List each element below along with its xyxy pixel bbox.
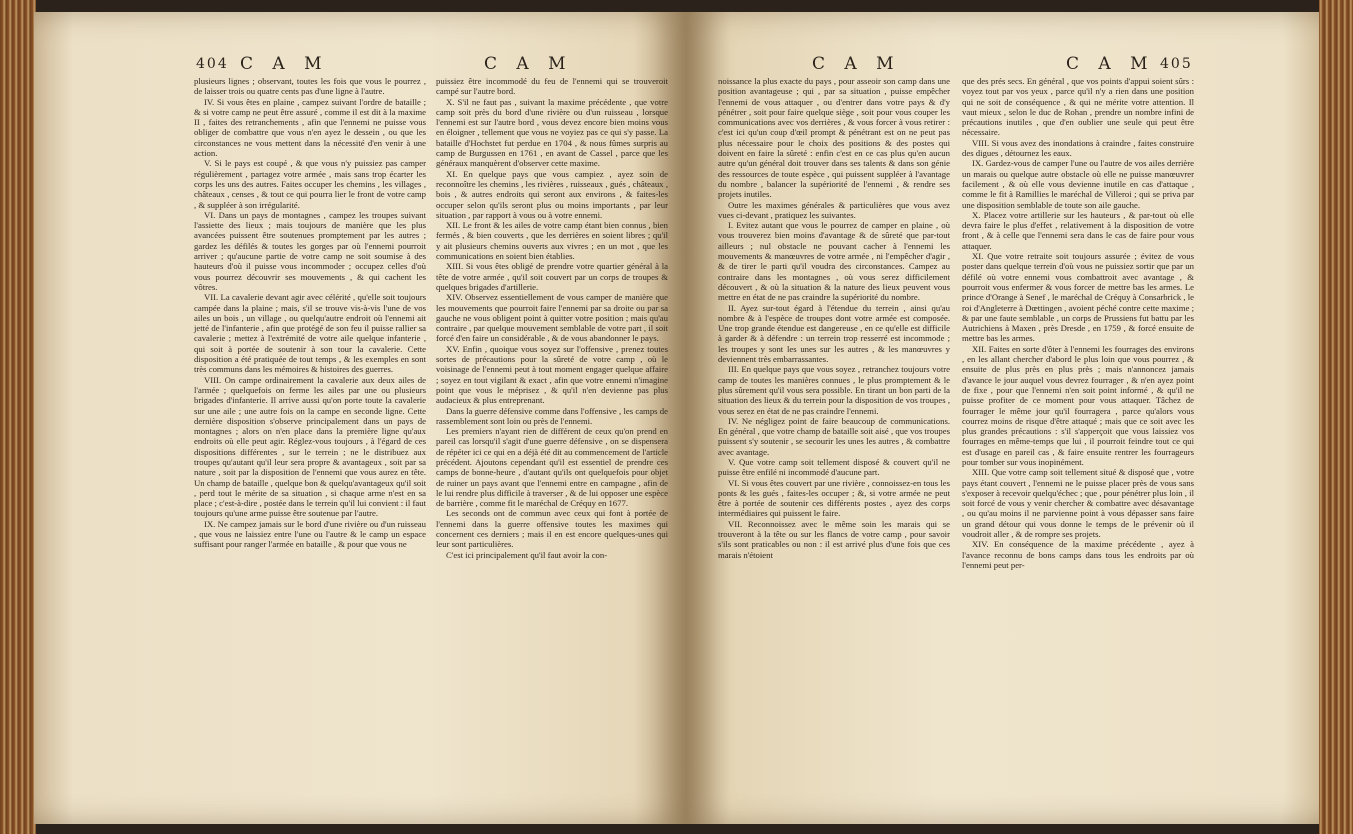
right-page-column-2 [962, 76, 1194, 570]
paragraph: XI. En quelque pays que vous campiez , ayez soin de reconnoître les chemins , les rivières , ruisseaux , gués , châteaux , bois , & autres endroits qui seront aux environs , & faites-les occuper selon qu'ils seront plus ou moins importants , par leur situation , par rapport à vous ou à votre ennemi. [436, 168, 668, 220]
paragraph: X. Placez votre artillerie sur les hauteurs , & par-tout où elle devra faire le plus d'effet , relativement à la disposition de votre front , & à celle que l'ennemi sera dans le cas de faire pour vous attaquer. [962, 209, 1194, 251]
paragraph: C'est ici principalement qu'il faut avoir la con- [446, 549, 608, 560]
left-page [34, 12, 686, 824]
paragraph: IV. Ne négligez point de faire beaucoup de communications. En général , que votre champ de bataille soit aisé , que vos troupes puissent s'y soutenir , se secourir les unes les autres , & combattre avec avantage. [718, 415, 950, 457]
paragraph: XIV. En conséquence de la maxime précédente , ayez à l'avance reconnu de bons camps dans tous les endroits par où l'ennemi peut per- [962, 539, 1194, 570]
paragraph: II. Ayez sur-tout égard à l'étendue du terrein , ainsi qu'au nombre & à l'espèce de troupes dont votre armée est composée. Une trop grande étendue est dangereuse , en ce qu'elle est difficile à garder & à défendre : un terrein trop resserré est incommode ; les troupes y sont les unes sur les autres , & les manœuvres y deviennent très embarrassantes. [718, 302, 950, 365]
paragraph: VII. Reconnoissez avec le même soin les marais qui se trouveront à la tête ou sur les flancs de votre camp , pour savoir s'ils sont praticables ou non : il est arrivé plus d'une fois que ces marais n'étoient [718, 518, 950, 560]
running-head-right-center: C A M [812, 54, 901, 74]
paragraph: X. S'il ne faut pas , suivant la maxime précédente , que votre camp soit près du bord d'une rivière ou d'un ruisseau , lorsque l'ennemi est sur l'autre bord , vous devez encore bien moins vous en éloigner , tellement que vous ne voyiez pas ce qui s'y passe. La bataille d'Hochstet fut perdue en 1704 , & nous fûmes surpris au camp de Burgussen en 1761 , en avant de Cassel , parce que les généraux manquèrent d'observer cette maxime. [436, 96, 668, 169]
paragraph: VI. Dans un pays de montagnes , campez les troupes suivant l'assiette des lieux ; mais toujours de manière que les plus avancées puissent être soutenues promptement par les autres ; gardez les défilés & toutes les gorges par où l'ennemi pourroit arriver ; qu'aucune partie de votre camp ne soit soumise à des hauteurs d'où il puisse vous incommoder ; occupez celles d'où vous pourrez découvrir ses mouvements , & qui cachent les vôtres. [194, 209, 426, 292]
paragraph: IV. Si vous êtes en plaine , campez suivant l'ordre de bataille ; & si votre camp ne peut être assuré , comme il est dit à la maxime II , faites des retranchements , afin que l'ennemi ne puisse vous obliger de combattre que vous n'en ayez le dessein , ou que les circonstances ne vous mettent dans la nécessité d'en venir à une action. [194, 96, 426, 159]
paragraph: IX. Ne campez jamais sur le bord d'une rivière ou d'un ruisseau , que vous ne laissiez entre l'une ou l'autre & le camp un espace suffisant pour ranger l'armée en bataille , & pour que vous ne [194, 518, 426, 550]
paragraph: XII. Le front & les ailes de votre camp étant bien connus , bien fermés , & bien couverts , que les derrières en soient libres ; qu'il y ait plusieurs chemins ouverts aux vivres ; en un mot , que les communications en soient bien établies. [436, 220, 668, 262]
paragraph: XI. Que votre retraite soit toujours assurée ; évitez de vous poster dans quelque terrein d'où vous ne puissiez sortir que par un défilé où votre ennemi vous combattroit avec avantage , & pourroit vous enfermer & vous forcer de mettre bas les armes. Le prince d'Orange à Senef , le maréchal de Créquy à Consarbrick , le roi d'Angleterre à Dœttingen , avoient péché contre cette maxime ; & par une faute semblable , un corps de Prussiens fut battu par les Autrichiens à Maxen , près Dresde , en 1759 , & forcé ensuite de mettre bas les armes. [962, 251, 1194, 344]
page-number-left: 404 [196, 56, 229, 72]
running-head-left-center: C A M [484, 54, 573, 74]
paragraph: VIII. Si vous avez des inondations à craindre , faites construire des digues , détournez les eaux. [962, 137, 1194, 159]
paragraph: puissiez être incommodé du feu de l'ennemi qui se trouveroit campé sur l'autre bord. [436, 76, 668, 97]
paragraph: V. Que votre camp soit tellement disposé & couvert qu'il ne puisse être enfilé ni incommodé d'aucune part. [718, 456, 950, 478]
left-page-column-1 [194, 76, 426, 550]
paragraph: IX. Gardez-vous de camper l'une ou l'autre de vos ailes derrière un marais ou quelque autre obstacle où elle ne puisse manœuvrer facilement , & où elle vous devienne inutile en cas d'attaque , comme le fit à Ramillies le maréchal de Villeroi ; qui se priva par une disposition semblable de toute son aile gauche. [962, 158, 1194, 210]
paragraph: Les premiers n'ayant rien de différent de ceux qu'on prend en pareil cas lorsqu'il s'agit d'une guerre défensive , on se dispensera de répéter ici ce qui en a déjà été dit au commencement de l'article précédent. Ajoutons cependant qu'il est essentiel de prendre ces camps de bonne-heure , d'autant qu'ils ont quelquefois pour objet de ruiner un pays avant que l'ennemi entre en campagne , afin de le lui rendre plus difficile à traverser , & de lui opposer une espèce de barrière , comme fit le maréchal de Créquy en 1677. [436, 426, 668, 509]
book-edge-left [0, 0, 36, 834]
paragraph: I. Evitez autant que vous le pourrez de camper en plaine , où vous trouverez bien moins d'avantage & de sûreté que par-tout ailleurs ; nul obstacle ne pouvant cacher à l'ennemi les mouvements & manœuvres de votre armée , ni l'empêcher d'agir , & de tirer le parti qu'il voudra des circonstances. Campez au contraire dans les montagnes , où vous serez difficilement découvert , & où la situation & la nature des lieux peuvent vous mettre en état de ne pas craindre la supériorité du nombre. [718, 220, 950, 303]
paragraph: noissance la plus exacte du pays , pour asseoir son camp dans une position avantageuse ; qui , par sa situation , puisse empêcher l'ennemi de vous attaquer , ou d'entrer dans votre pays & d'y pénétrer , soit pour faire quelque siège , soit pour vous couper les communications avec vos derrières , & vous forcer à vous retirer : c'est ici qu'un coup d'œil prompt & pénétrant est on ne peut pas plus nécessaire pour le choix des positions & des postes qui doivent en faire la sûreté : enfin c'est en ce cas plus qu'en aucun autre qu'un général doit trouver dans ses talents & dans son génie des ressources de toute espèce , qui puissent suppléer à l'avantage du nombre , balancer la supériorité de l'ennemi , & rendre ses projets inutiles. [718, 76, 950, 200]
left-page-column-2 [436, 76, 668, 560]
paragraph: VIII. On campe ordinairement la cavalerie aux deux ailes de l'armée ; quelquefois on ferme les ailes par une ou plusieurs brigades d'infanterie. Il arrive aussi qu'on porte toute la cavalerie sur une aile ; une autre fois on la campe en seconde ligne. Cette dernière disposition s'observe principalement dans un pays de montagnes ; alors on n'en place dans la première ligne qu'aux endroits où elle peut agir. Réglez-vous toujours , à l'égard de ces dispositions différentes , sur le terrein ; ne le distribuez aux troupes qu'autant qu'il leur sera propre & avantageux , soit par sa nature , soit par la disposition de l'ennemi que vous aurez en tête. Un champ de bataille , quelque bon & quelqu'avantageux qu'il soit , perd tout le mérite de sa situation , si chaque arme n'est en sa place ; c'est-à-dire , postée dans le terrein qu'il lui convient : il faut toujours qu'une arme puisse être soutenue par l'autre. [194, 374, 426, 519]
paragraph: Les seconds ont de commun avec ceux qui font à portée de l'ennemi dans la guerre offensive toutes les maximes qui concernent ces derniers ; mais il en est encore quelques-unes qui leur sont particulières. [436, 508, 668, 550]
paragraph: V. Si le pays est coupé , & que vous n'y puissiez pas camper régulièrement , partagez votre armée , mais sans trop écarter les corps les uns des autres. Faites occuper les chemins , les villages , châteaux , censes , & tout ce qui pourra lier le front de votre camp , & suppléer à son irrégularité. [194, 158, 426, 210]
running-head-left: C A M [240, 54, 329, 74]
running-head-right: C A M [1066, 54, 1155, 74]
paragraph: XIII. Si vous êtes obligé de prendre votre quartier général à la tête de votre armée , qu'il soit couvert par un corps de troupes & quelques brigades d'artillerie. [436, 261, 668, 292]
paragraph: XII. Faites en sorte d'ôter à l'ennemi les fourrages des environs , en les allant chercher d'abord le plus loin que vous pourrez , & ensuite de plus près en plus près ; mais n'annoncez jamais d'avance le jour auquel vous devrez fourrager , & n'en ayez point de fixe , pour que l'ennemi n'en soit point informé , & qu'il ne puisse profiter de ce moment pour vous attaquer. Tâchez de fourrager le même jour qu'il fourragera , parce qu'alors vous courrez moins de risque d'être attaqué ; mais que ce soit avec les plus grandes précautions : s'il s'apperçoit que vous laissiez vos fourrages en même-temps que lui , il pourroit feindre tout ce qui est d'usage en pareil cas , & faire ensuite rentrer les fourrageurs pour tomber sur vous inopinément. [962, 343, 1194, 467]
paragraph: Dans la guerre défensive comme dans l'offensive , les camps de rassemblement sont loin ou près de l'ennemi. [436, 405, 668, 426]
page-number-right: 405 [1160, 56, 1193, 72]
paragraph: XIV. Observez essentiellement de vous camper de manière que les mouvements que pourroit faire l'ennemi par sa droite ou par sa gauche ne vous obligent point à quitter votre position ; mais qu'au contraire , par quelque mouvement semblable de votre part , il soit forcé d'en faire un considérable , & de vous abandonner le pays. [436, 292, 668, 344]
paragraph: VII. La cavalerie devant agir avec célérité , qu'elle soit toujours campée dans la plaine ; mais, s'il se trouve vis-à-vis l'une de vos ailes un bois , un village , ou quelqu'autre endroit où l'ennemi ait jetté de l'infanterie , afin que protégé de son feu il puisse rallier sa cavalerie ; mettez à l'extrémité de votre aile quelque infanterie , qui soit à portée de soutenir à son tour la cavalerie. Cette disposition a été pratiquée de tout temps , & les exemples en sont très communs dans les mémoires & histoires des guerres. [194, 292, 426, 375]
paragraph: III. En quelque pays que vous soyez , retranchez toujours votre camp de toutes les manières connues , le plus promptement & le plus sûrement qu'il vous sera possible. En tirant un bon parti de la situation des lieux & du terrein pour la disposition de vos troupes , vous serez en état de ne pas craindre l'ennemi. [718, 364, 950, 416]
paragraph: XIII. Que votre camp soit tellement situé & disposé que , votre pays étant couvert , l'ennemi ne le puisse placer près de vous sans s'exposer à recevoir quelqu'échec ; que , pour pénétrer plus loin , il soit forcé de vous y venir chercher & combattre avec désavantage , ou qu'au moins il ne parvienne point à vous dépasser sans faire un grand détour qui vous donne le temps de le prévenir où il voudroit aller , & de rompre ses projets. [962, 467, 1194, 540]
book-edge-right [1319, 0, 1353, 834]
paragraph: XV. Enfin , quoique vous soyez sur l'offensive , prenez toutes sortes de précautions pour la sûreté de votre camp , où le voisinage de l'ennemi peut à tout moment engager quelque affaire ; soyez en tout vigilant & exact , afin que votre ennemi n'imagine point que vous le méprisez , & qu'il n'en devienne pas plus audacieux & plus entreprenant. [436, 343, 668, 406]
right-page-column-1 [718, 76, 950, 560]
paragraph: Outre les maximes générales & particulières que vous avez vues ci-devant , pratiquez les suivantes. [718, 199, 950, 220]
paragraph: que des prés secs. En général , que vos points d'appui soient sûrs : voyez tout par vos yeux , parce qu'il n'y a rien dans une position qui ne soit de conséquence , & qui ne mérite votre attention. Il vaut mieux , selon le duc de Rohan , prendre un nombre infini de précautions inutiles , que d'en oublier une seule qui peut être nécessaire. [962, 76, 1194, 138]
right-page [686, 12, 1320, 824]
paragraph: VI. Si vous êtes couvert par une rivière , connoissez-en tous les ponts & les gués , faites-les occuper ; &, si votre armée ne peut être à portée de soutenir ces différents postes , ayez des corps intermédiaires qui puissent le faire. [718, 477, 950, 519]
paragraph: plusieurs lignes ; observant, toutes les fois que vous le pourrez , de laisser trois ou quatre cents pas d'une ligne à l'autre. [194, 76, 426, 97]
